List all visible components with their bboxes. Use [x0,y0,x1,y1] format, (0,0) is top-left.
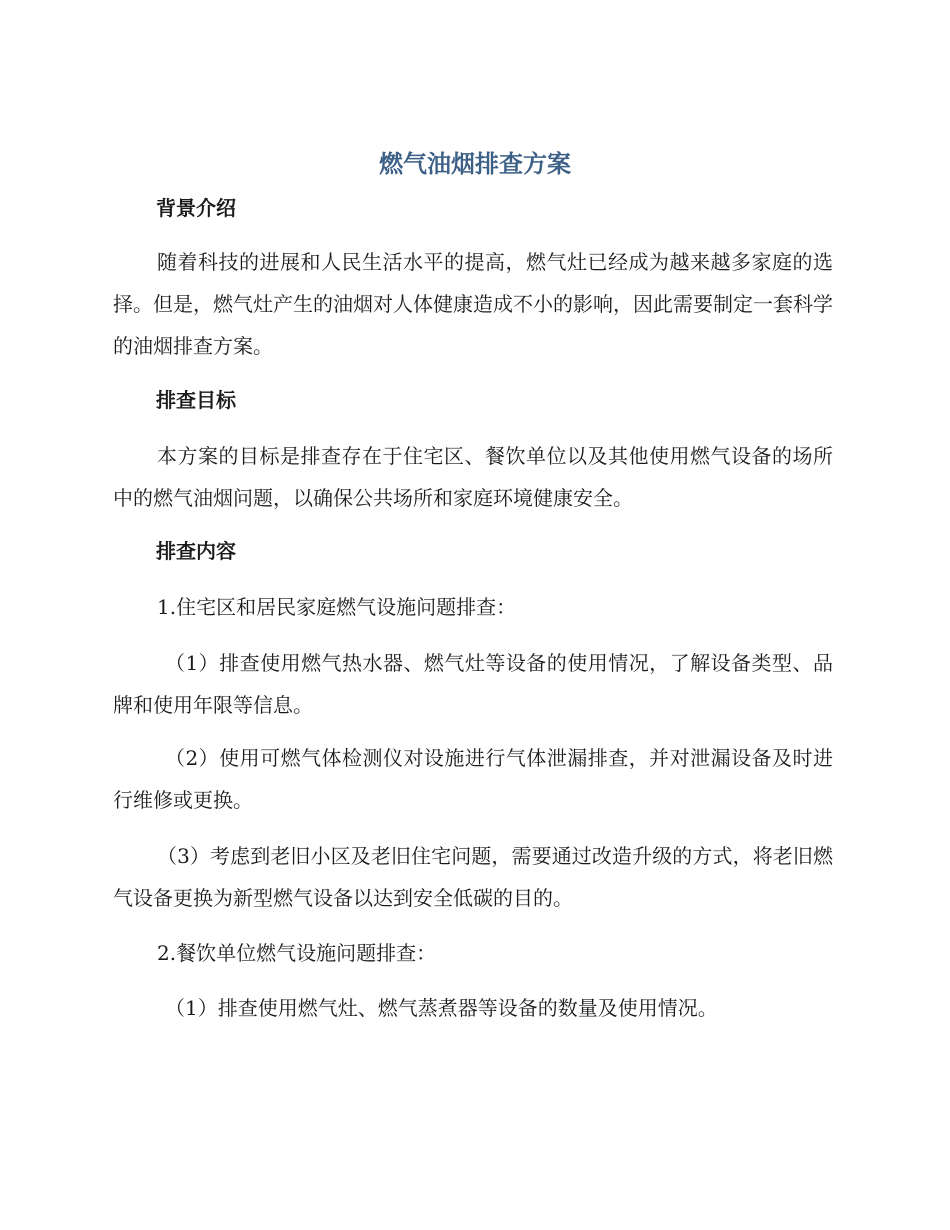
section-heading-background: 背景介绍 [156,196,236,220]
section-heading-content: 排查内容 [156,539,236,563]
content-item-1-2: （2）使用可燃气体检测仪对设施进行气体泄漏排查，并对泄漏设备及时进行维修或更换。 [113,746,833,812]
content-item-2: 2.餐饮单位燃气设施问题排查： [157,941,437,965]
content-item-1-3: （3）考虑到老旧小区及老旧住宅问题，需要通过改造升级的方式，将老旧燃气设备更换为新型燃气设备以达到安全低碳的目的。 [113,844,833,910]
background-paragraph: 随着科技的进展和人民生活水平的提高，燃气灶已经成为越来越多家庭的选择。但是，燃气灶产生的油烟对人体健康造成不小的影响，因此需要制定一套科学的油烟排查方案。 [113,250,833,358]
section-heading-goal: 排查目标 [156,388,236,412]
document-title: 燃气油烟排查方案 [379,150,571,178]
content-item-1-1: （1）排查使用燃气热水器、燃气灶等设备的使用情况，了解设备类型、品牌和使用年限等信息。 [113,651,833,717]
content-item-2-1: （1）排查使用燃气灶、燃气蒸煮器等设备的数量及使用情况。 [165,996,718,1020]
goal-paragraph: 本方案的目标是排查存在于住宅区、餐饮单位以及其他使用燃气设备的场所中的燃气油烟问题，以确保公共场所和家庭环境健康安全。 [113,444,833,510]
content-item-1: 1.住宅区和居民家庭燃气设施问题排查： [157,595,517,619]
